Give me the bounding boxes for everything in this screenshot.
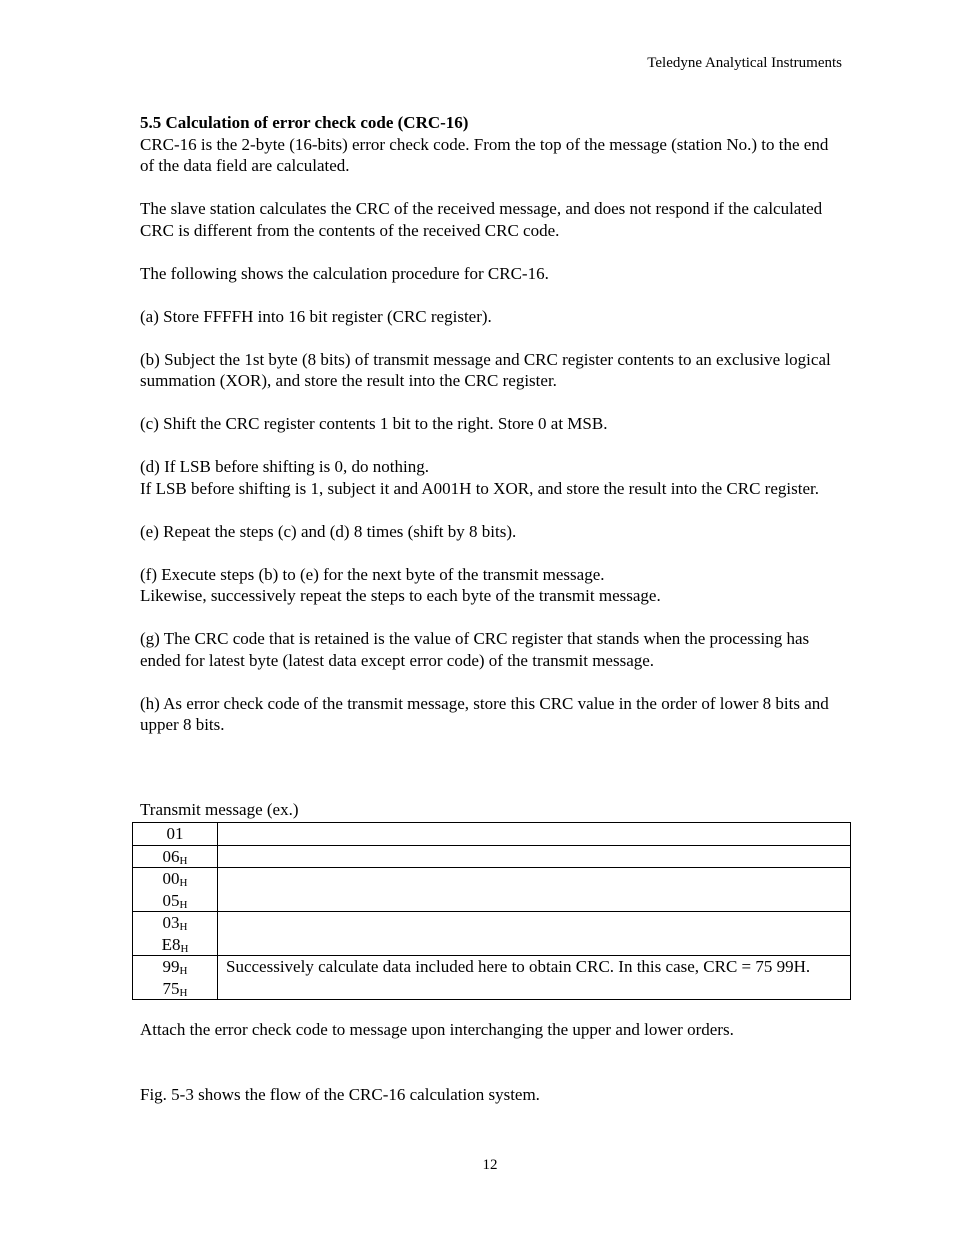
byte-value (133, 846, 217, 868)
attach-paragraph: Attach the error check code to message upon interchanging the upper and lower orders. (140, 1020, 734, 1039)
row-description (218, 823, 851, 846)
hex-suffix: H (179, 965, 188, 977)
byte-code-cell (133, 845, 218, 868)
byte-hex: 00 (162, 869, 180, 888)
row-description (218, 845, 851, 868)
step-a: (a) Store FFFFH into 16 bit register (CRC register). (140, 306, 492, 326)
row-description (218, 912, 851, 956)
byte-value (133, 978, 217, 1000)
step-d-line1: (d) If LSB before shifting is 0, do nothing. (140, 457, 429, 476)
byte-value (133, 890, 217, 912)
table-row (133, 845, 851, 868)
table-row (133, 868, 851, 912)
table-row (133, 912, 851, 956)
row-description (218, 868, 851, 912)
byte-value (133, 956, 217, 978)
byte-hex: 99 (162, 957, 180, 976)
row-description: Successively calculate data included here to obtain CRC. In this case, CRC = 75 99H. (218, 956, 851, 1000)
transmit-message-table (132, 822, 851, 1000)
step-f-line1: (f) Execute steps (b) to (e) for the next byte of the transmit message. (140, 564, 605, 584)
hex-suffix: H (179, 921, 188, 933)
step-g: (g) The CRC code that is retained is the value of CRC register that stands when the processing has ended for latest byte (latest data except error code) of the transmit message. (140, 629, 810, 670)
section-title: 5.5 Calculation of error check code (CRC-16) (140, 113, 469, 132)
procedure-intro: The following shows the calculation procedure for CRC-16. (140, 263, 549, 283)
step-d-line2: If LSB before shifting is 1, subject it and A001H to XOR, and store the result into the CRC register. (140, 478, 819, 498)
slave-paragraph: The slave station calculates the CRC of the received message, and does not respond if the calculated CRC is different from the contents of the received CRC code. (140, 199, 823, 240)
step-f-line2: Likewise, successively repeat the steps to each byte of the transmit message. (140, 586, 661, 605)
byte-code-cell (133, 956, 218, 1000)
byte-hex: 03 (162, 913, 180, 932)
figure-reference: Fig. 5-3 shows the flow of the CRC-16 calculation system. (140, 1085, 540, 1104)
hex-suffix: H (180, 942, 189, 955)
step-e: (e) Repeat the steps (c) and (d) 8 times (shift by 8 bits). (140, 521, 517, 541)
byte-value (133, 868, 217, 890)
byte-value (133, 934, 217, 956)
table-caption: Transmit message (ex.) (140, 800, 299, 819)
byte-code-cell (133, 912, 218, 956)
step-h: (h) As error check code of the transmit message, store this CRC value in the order of lower 8 bits and upper 8 bits. (140, 693, 829, 734)
byte-hex: 75 (162, 978, 180, 998)
byte-hex: E8 (161, 934, 181, 954)
hex-suffix: H (179, 854, 188, 867)
page-number: 12 (482, 1157, 498, 1173)
hex-suffix: H (179, 986, 188, 999)
hex-suffix: H (179, 898, 188, 911)
step-c: (c) Shift the CRC register contents 1 bit to the right. Store 0 at MSB. (140, 414, 608, 433)
byte-code-cell (133, 868, 218, 912)
step-b: (b) Subject the 1st byte (8 bits) of transmit message and CRC register contents to an exclusive logical summation (XOR), and store the result into the CRC register. (140, 349, 831, 390)
intro-paragraph: CRC-16 is the 2-byte (16-bits) error check code. From the top of the message (station No.) to the end of the data field are calculated. (140, 134, 829, 175)
byte-hex: 05 (162, 890, 180, 910)
section-body (140, 112, 846, 757)
byte-hex: 06 (162, 846, 180, 866)
hex-suffix: H (179, 877, 188, 889)
byte-hex: 01 (166, 824, 184, 843)
byte-value (133, 912, 217, 934)
byte-value (133, 823, 217, 845)
byte-code-cell (133, 823, 218, 846)
table-row (133, 823, 851, 846)
table-row (133, 956, 851, 1000)
page-header: Teledyne Analytical Instruments (647, 55, 842, 71)
